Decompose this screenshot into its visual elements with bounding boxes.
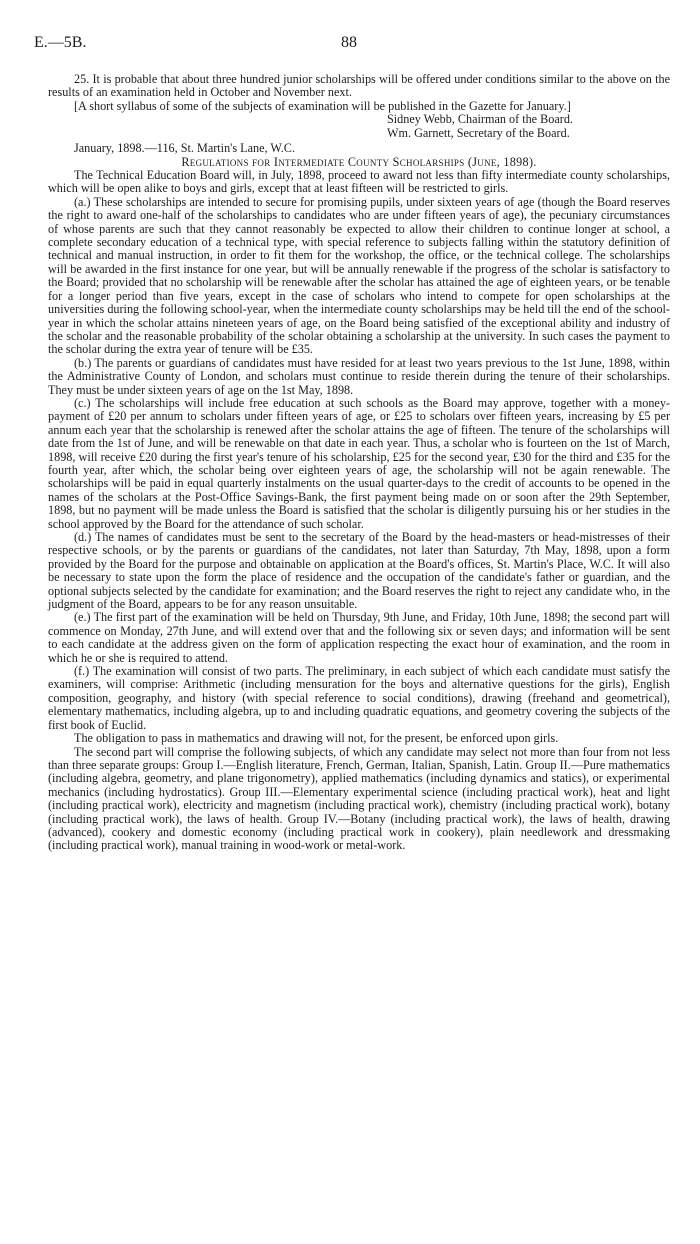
clause-a: (a.) These scholarships are intended to secure for promising pupils, under sixteen years of age (though the Board reserves the right to award one-half of the scholarships to candidates who are under fifteen years of age), the pecuniary circumstances of whose parents are such that they cannot reasonably be expected to allow their children to continue longer at school, a complete secondary education of a technical type, with special reference to subjects falling within the statutory definition of technical and manual instruction, in order to fit them for the workshop, the office, or the technical college. The scholarships will be awarded in the first instance for one year, but will be annually renewable if the progress of the scholar is satisfactory to the Board; provided that no scholarship will be renewable after the scholar has attained the age of eighteen years, or be tenable for a longer period than five years, except in the case of scholars who intend to compete for open scholarships at the universities during the following school-year, when the intermediate county scholarships may be held till the end of the school-year in which the scholar attains nineteen years of age, on the Board being satisfied of the exceptional ability and industry of the scholar and the reasonable probability of the scholar obtaining a scholarship at the university. In such cases the payment to the scholar during the extra year of tenure will be £35. [48,194,670,357]
syllabus-note: [A short syllabus of some of the subjects of examination will be published in the Gazette for January.] [74,98,571,113]
page-body [48,73,670,853]
page-number: 88 [341,34,357,51]
secretary-signature: Wm. Garnett, Secretary of the Board. [387,125,570,140]
girls-exemption-paragraph: The obligation to pass in mathematics and drawing will not, for the present, be enforced upon girls. [74,731,559,746]
second-part-paragraph: The second part will comprise the following subjects, of which any candidate may select not more than four from not less than three separate groups: Group I.—English literature, French, German, Italian, Spanish, Latin. Group II.—Pure mathematics (including algebra, geometry, and plane trigonometry), applied mathematics (including dynamics and statics), or experimental mechanics (including hydrostatics). Group III.—Elementary experimental science (including practical work), heat and light (including practical work), electricity and magnetism (including practical work), chemistry (including practical work), botany (including practical work), the laws of health. Group IV.—Botany (including practical work), the laws of health, drawing (advanced), cookery and domestic economy (including practical work in cookery), plain needlework and dressmaking (including practical work), manual training in wood-work or metal-work. [48,744,670,853]
regulations-intro-paragraph: The Technical Education Board will, in July, 1898, proceed to award not less than fifty intermediate county scholarships, which will be open alike to boys and girls, except that at least fifteen will be restricted to girls. [48,168,670,196]
document-reference: E.—5B. [34,34,87,51]
clause-f: (f.) The examination will consist of two parts. The preliminary, in each subject of which each candidate must satisfy the examiners, will comprise: Arithmetic (including mensuration for the boys and alternative questions for the girls), English composition, geography, and history (with special reference to social conditions), drawing (freehand and geometrical), elementary mathematics, including algebra, up to and including quadratic equations, and geometry covering the subjects of the first book of Euclid. [48,664,670,732]
chairman-signature: Sidney Webb, Chairman of the Board. [387,112,573,127]
regulations-heading: Regulations for Intermediate County Scholarships (June, 1898). [181,154,537,169]
signature-block [48,113,670,140]
date-line: January, 1898.—116, St. Martin's Lane, W.C. [74,141,295,156]
clause-d: (d.) The names of candidates must be sent to the secretary of the Board by the head-masters or head-mistresses of their respective schools, or by the parents or guardians of the candidates, not later than Saturday, 7th May, 1898, upon a form provided by the Board for the purpose and obtainable on application at the Board's offices, St. Martin's Place, W.C. It will also be necessary to state upon the form the place of residence and the occupation of the candidate's father or guardian, and the optional subjects selected by the candidate for examination; and the Board reserves the right to reject any candidate who, in the judgment of the Board, appears to be for any reason unsuitable. [48,530,670,612]
clause-c: (c.) The scholarships will include free education at such schools as the Board may approve, together with a money-payment of £20 per annum to scholars under fifteen years of age, or £25 to scholars over fifteen years, increasing by £5 per annum each year that the scholarship is renewed after the scholar attains the age of fifteen. The tenure of the scholarships will date from the 1st of June, and will be renewable on that date in each year. Thus, a scholar who is fourteen on the 1st of March, 1898, will receive £20 during the first year's tenure of his scholarship, £25 for the second year, £30 for the third and £35 for the fourth year, after which, the scholar being over eighteen years of age, the scholarship will not be again renewable. The scholarships will be paid in equal quarterly instalments on the usual quarter-days to the credit of accounts to be opened in the names of the scholars at the Post-Office Savings-Bank, the first payment being made on or soon after the 29th September, 1898, but no payment will be made unless the Board is satisfied that the scholar is diligently pursuing his or her studies in the school approved by the Board for the attendance of such scholar. [48,395,670,531]
page-header [34,34,666,56]
paragraph-25: 25. It is probable that about three hundred junior scholarships will be offered under conditions similar to the above on the results of an examination held in October and November next. [48,72,670,100]
clause-e: (e.) The first part of the examination will be held on Thursday, 9th June, and Friday, 10th June, 1898; the second part will commence on Monday, 27th June, and will extend over that and the following six or seven days; and information will be sent to each candidate at the address given on the form of application respecting the exact hour of examination, and the room in which he or she is required to attend. [48,610,670,665]
clause-b: (b.) The parents or guardians of candidates must have resided for at least two years previous to the 1st June, 1898, within the Administrative County of London, and scholars must continue to reside therein during the tenure of their scholarships. They must be under sixteen years of age on the 1st May, 1898. [48,355,670,397]
